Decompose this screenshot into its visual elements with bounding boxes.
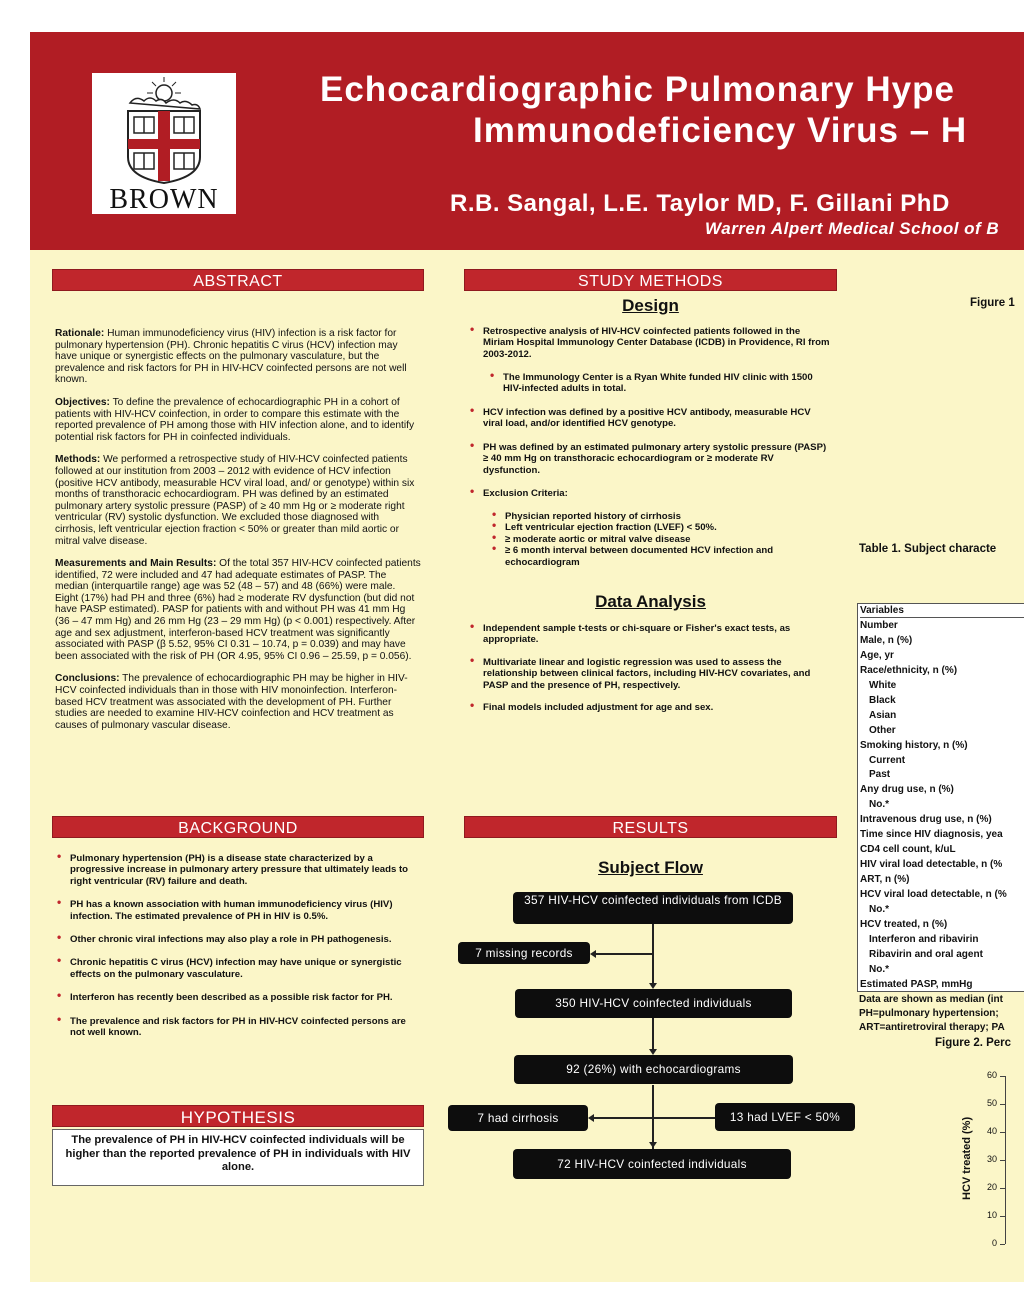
flow-arrow-icon (649, 1142, 657, 1148)
y-tick-mark (1000, 1244, 1005, 1245)
table-row: Male, n (%) (860, 634, 913, 646)
table-row: Any drug use, n (%) (860, 784, 954, 796)
abstract-paragraph-label: Measurements and Main Results: (55, 558, 217, 570)
table-note: Data are shown as median (int (859, 994, 1003, 1005)
table-row: Smoking history, n (%) (860, 739, 968, 751)
y-tick-label: 50 (986, 1098, 997, 1108)
design-list-1 (467, 326, 830, 360)
table-1-title: Table 1. Subject characte (859, 543, 997, 555)
abstract-paragraph (55, 673, 421, 731)
design-heading: Design (622, 296, 679, 315)
abstract-paragraph-label: Objectives: (55, 396, 110, 408)
methods-heading: STUDY METHODS (464, 269, 837, 291)
abstract-paragraph-text: Of the total 357 HIV-HCV coinfected patients identified, 72 were included and 47 had adequate estimates of PASP. The median (interquartile range) age was 52 (48 – 57) and 48 (66%) were male. Eight (17%) had PH and three (6%) had ≥ moderate RV dysfunction (but did not have PASP estimated). PASP for patients with and without PH was 41 mm Hg (36 – 47 mm Hg) and 26 mm Hg (23 – 29 mm Hg) (p < 0.001) respectively. After age and sex adjustment, interferon-based HCV treatment was significantly associated with PASP (β 5.52, 95% CI 0.31 – 10.74, p = 0.039) and may have been associated with the risk of PH (OR 4.95, 95% CI 0.96 – 25.59, p = 0.056). (55, 558, 421, 662)
y-tick-label: 60 (986, 1070, 997, 1080)
background-item: • Chronic hepatitis C virus (HCV) infection may have unique or synergistic effects on the pulmonary vasculature. (54, 957, 414, 980)
design-list-3 (467, 442, 830, 476)
results-heading: RESULTS (464, 816, 837, 838)
data-analysis-item: • Final models included adjustment for age and sex. (467, 702, 830, 713)
flow-connector (652, 922, 654, 984)
brown-logo (92, 73, 236, 214)
table-row: Other (869, 724, 896, 736)
design-item: • Retrospective analysis of HIV-HCV coinfected patients followed in the Miriam Hospital Immunology Center Database (ICDB) in Providence, RI from 2003-2012. (467, 326, 830, 360)
y-tick-label: 40 (986, 1126, 997, 1136)
table-row: HIV viral load detectable, n (% (860, 859, 1003, 871)
table-row: Time since HIV diagnosis, yea (860, 829, 1003, 841)
abstract-heading: ABSTRACT (52, 269, 424, 291)
flow-box-echocardiograms: 92 (26%) with echocardiograms (514, 1055, 793, 1084)
flow-box-missing: 7 missing records (458, 942, 590, 964)
table-row: HCV treated, n (%) (860, 918, 948, 930)
table-row: Current (869, 754, 906, 766)
data-analysis-item: • Multivariate linear and logistic regression was used to assess the relationship between clinical factors, including HIV-HCV covariates, and PASP and the presence of PH, respectively. (467, 657, 830, 691)
design-item: • PH was defined by an estimated pulmonary artery systolic pressure (PASP) ≥ 40 mm Hg on transthoracic echocardiogram or ≥ moderate RV dysfunction. (467, 442, 830, 476)
abstract-paragraph-text: To define the prevalence of echocardiographic PH in a cohort of patients with HIV-HCV coinfection, in order to compare this estimate with the reported prevalence of PH among those with HIV infection alone, and to identify potential risk factors for PH in coinfected individuals. (55, 396, 415, 443)
flow-arrow-icon (590, 950, 596, 958)
background-item: • Interferon has recently been described as a possible risk factor for PH. (54, 992, 414, 1003)
background-item: • The prevalence and risk factors for PH in HIV-HCV coinfected persons are not well known. (54, 1016, 414, 1039)
table-row: Race/ethnicity, n (%) (860, 664, 958, 676)
design-subitem: • The Immunology Center is a Ryan White funded HIV clinic with 1500 HIV-infected adults in total. (487, 372, 827, 395)
exclusion-item: • Left ventricular ejection fraction (LVEF) < 50%. (489, 522, 829, 533)
design-item: • Exclusion Criteria: (467, 488, 830, 499)
background-item: • Other chronic viral infections may also play a role in PH pathogenesis. (54, 934, 414, 945)
abstract-paragraph (55, 397, 421, 443)
table-row: No.* (869, 904, 889, 915)
poster-title-line-2: Immunodeficiency Virus – H (473, 111, 968, 150)
table-row: Age, yr (860, 649, 894, 661)
flow-box-identified: 357 HIV-HCV coinfected individuals from ICDB (513, 892, 793, 924)
exclusion-item: • Physician reported history of cirrhosis (489, 511, 829, 522)
design-sublist (487, 372, 827, 395)
abstract-paragraph-text: The prevalence of echocardiographic PH may be higher in HIV-HCV coinfected individuals than in those with HIV monoinfection. Interferon-based HCV treatment was associated with the development of PH. Further studies are needed to examine HIV-HCV coinfection and HCV treatment as causes of pulmonary vascular disease. (55, 673, 408, 731)
subject-characteristics-table (857, 603, 1024, 992)
exclusion-list (489, 511, 829, 568)
table-row: Number (860, 619, 898, 631)
y-tick-label: 10 (986, 1210, 997, 1220)
logo-wordmark: BROWN (109, 184, 219, 215)
flow-arrow-icon (588, 1114, 594, 1122)
flow-connector (652, 1018, 654, 1050)
y-axis-line (1005, 1076, 1006, 1244)
table-header: Variables (860, 605, 1024, 618)
background-item: • Pulmonary hypertension (PH) is a disease state characterized by a progressive increase in pulmonary artery pressure that ultimately leads to right ventricular (RV) failure and death. (54, 853, 414, 887)
background-item: • PH has a known association with human immunodeficiency virus (HIV) infection. The estimated prevalence of PH in HIV is 0.5%. (54, 899, 414, 922)
flow-box-cirrhosis: 7 had cirrhosis (448, 1105, 588, 1131)
table-row: Estimated PASP, mmHg (860, 978, 973, 990)
y-tick-label: 20 (986, 1182, 997, 1192)
background-list (54, 853, 414, 1038)
brown-shield-icon (92, 73, 236, 185)
data-analysis-heading: Data Analysis (595, 592, 706, 611)
design-item: • HCV infection was defined by a positive HCV antibody, measurable HCV viral load, and/or identified HCV genotype. (467, 407, 830, 430)
flow-connector (592, 1117, 715, 1119)
design-list-4 (467, 488, 830, 499)
flow-box-final: 72 HIV-HCV coinfected individuals (513, 1149, 791, 1179)
abstract-paragraph (55, 328, 421, 386)
background-heading: BACKGROUND (52, 816, 424, 838)
data-analysis-list (467, 623, 830, 724)
abstract-paragraph (55, 454, 421, 547)
poster-title-line-1: Echocardiographic Pulmonary Hype (320, 70, 955, 109)
abstract-paragraph-label: Conclusions: (55, 673, 120, 685)
table-row: White (869, 679, 897, 691)
abstract-paragraph (55, 558, 421, 662)
flow-box-coinfected: 350 HIV-HCV coinfected individuals (515, 989, 792, 1018)
table-row: No.* (869, 799, 889, 811)
y-tick-label: 0 (991, 1238, 997, 1248)
poster-header (30, 32, 1024, 250)
flow-connector (596, 953, 652, 955)
hypothesis-heading: HYPOTHESIS (52, 1105, 424, 1127)
table-row: Asian (869, 709, 897, 721)
table-note: PH=pulmonary hypertension; (859, 1008, 999, 1019)
abstract-body (55, 328, 421, 742)
figure-2-label: Figure 2. Perc (935, 1037, 1012, 1049)
subject-flow-heading: Subject Flow (598, 858, 703, 877)
figure-1-label: Figure 1 (970, 297, 1015, 309)
y-axis-label: HCV treated (%) (961, 1116, 973, 1200)
table-row: HCV viral load detectable, n (% (860, 889, 1007, 901)
table-row: Interferon and ribavirin (869, 933, 979, 945)
hypothesis-text: The prevalence of PH in HIV-HCV coinfected individuals will be higher than the reported prevalence of PH in individuals with HIV alone. (65, 1134, 411, 1174)
table-row: ART, n (%) (860, 874, 910, 886)
authors: R.B. Sangal, L.E. Taylor MD, F. Gillani PhD (450, 190, 950, 217)
abstract-paragraph-text: We performed a retrospective study of HIV-HCV coinfected patients followed at our institution from 2003 – 2012 with evidence of HCV infection (positive HCV antibody, measurable HCV viral load, and/ or genotype) within six months of transthoracic echocardiogram. PH was defined by an estimated pulmonary artery systolic pressure (PASP) of ≥ 40 mm Hg or ≥ moderate right ventricular (RV) systolic dysfunction. We excluded those diagnosed with cirrhosis, left ventricular ejection fraction < 50% or greater than mild aortic or mitral valve disease. (55, 454, 415, 547)
poster (30, 32, 1024, 1282)
abstract-paragraph-text: Human immunodeficiency virus (HIV) infection is a risk factor for pulmonary hypertension (PH). Chronic hepatitis C virus (HCV) infection may have unique or synergistic effects on the pulmonary vasculature, but the prevalence and risk factors for PH in HIV-HCV coinfected persons are not well known. (55, 328, 407, 386)
data-analysis-item: • Independent sample t-tests or chi-square or Fisher's exact tests, as appropriate. (467, 623, 830, 646)
exclusion-item: • ≥ 6 month interval between documented HCV infection and echocardiogram (489, 545, 829, 568)
table-row: CD4 cell count, k/uL (860, 844, 956, 856)
table-row: Black (869, 694, 896, 706)
flow-box-lvef: 13 had LVEF < 50% (715, 1103, 855, 1131)
abstract-paragraph-label: Methods: (55, 454, 101, 466)
table-note: ART=antiretroviral therapy; PA (859, 1022, 1005, 1033)
table-row: Ribavirin and oral agent (869, 948, 983, 960)
table-row: No.* (869, 963, 889, 975)
table-row: Past (869, 769, 891, 781)
design-list-2 (467, 407, 830, 430)
exclusion-item: • ≥ moderate aortic or mitral valve disease (489, 534, 829, 545)
table-row: Intravenous drug use, n (%) (860, 814, 992, 826)
abstract-paragraph-label: Rationale: (55, 328, 105, 339)
y-tick-label: 30 (986, 1154, 997, 1164)
affiliation: Warren Alpert Medical School of B (705, 219, 1000, 238)
